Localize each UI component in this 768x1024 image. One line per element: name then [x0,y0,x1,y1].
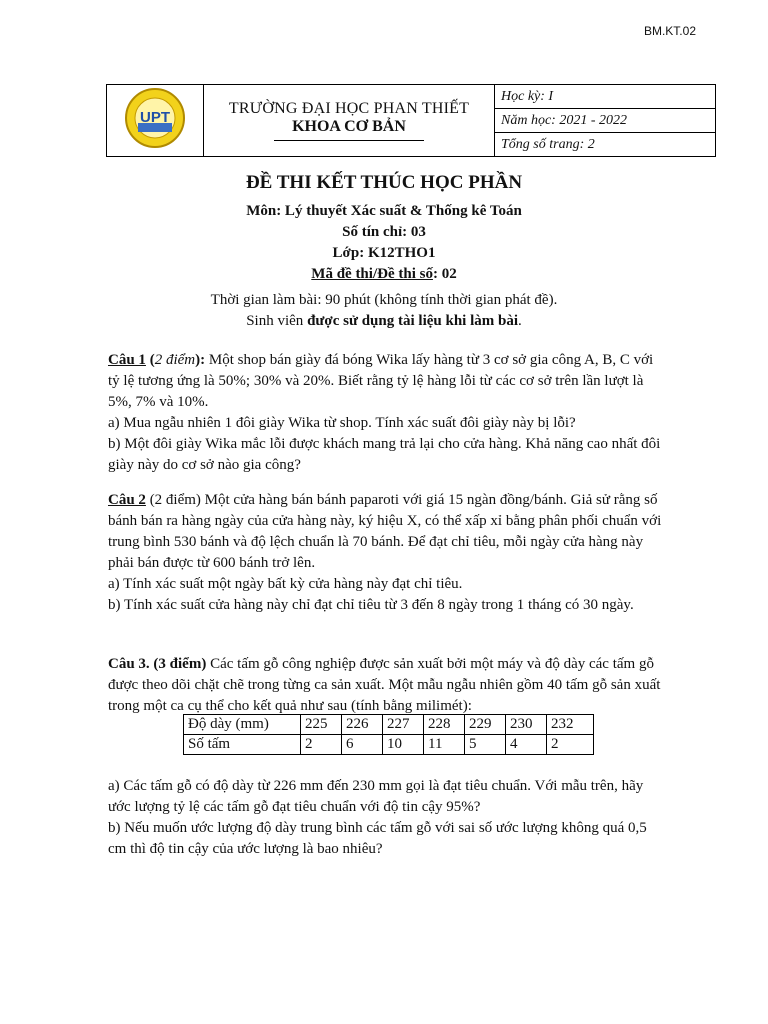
question-2-part-b: b) Tính xác suất cửa hàng này chỉ đạt chỉ tiêu từ 3 đến 8 ngày trong 1 tháng có 30 ngày. [108,597,634,613]
question-1 [108,350,668,476]
total-pages-cell: Tổng số trang: 2 [495,133,716,157]
school-cell [204,85,495,157]
table-row-label: Độ dày (mm) [184,715,301,735]
thickness-table [183,714,594,755]
table-cell: 5 [465,735,506,755]
time-line: Thời gian làm bài: 90 phút (không tính thời gian phát đề). [210,292,558,308]
exam-code-label: Mã đề thi/Đề thi số [311,266,433,282]
materials-prefix: Sinh viên [246,313,308,329]
question-1-part-a: a) Mua ngẫu nhiên 1 đôi giày Wika từ shop. Tính xác suất đôi giày này bị lỗi? [108,415,576,431]
question-1-text: Một shop bán giày đá bóng Wika lấy hàng từ 3 cơ sở gia công A, B, C với tỷ lệ tương ứng là 50%; 30% và 20%. Biết rằng tỷ lệ hàng lỗi từ các cơ sở trên lần lượt là 5%, 7% và 10%. [108,352,654,410]
table-cell: 11 [424,735,465,755]
question-3-parts [108,776,668,860]
table-row [184,735,594,755]
question-2 [108,490,668,616]
school-year-cell: Năm học: 2021 - 2022 [495,109,716,133]
question-3-part-a: a) Các tấm gỗ có độ dày từ 226 mm đến 230 mm gọi là đạt tiêu chuẩn. Với mẫu trên, hãy ước lượng tỷ lệ các tấm gỗ đạt tiêu chuẩn với độ tin cậy 95%? [108,778,644,815]
materials-bold: được sử dụng tài liệu khi làm bài [307,313,519,329]
table-cell: 4 [506,735,547,755]
table-cell: 230 [506,715,547,735]
table-cell: 6 [342,735,383,755]
materials-line [0,313,768,330]
university-logo [116,87,194,149]
question-1-points-close: ): [195,352,206,368]
svg-text:UPT: UPT [140,109,170,126]
class-line: Lớp: K12THO1 [332,245,436,261]
question-3-text: Các tấm gỗ công nghiệp được sản xuất bởi một máy và độ dày các tấm gỗ được theo dõi chặt chẽ trong từng ca sản xuất. Một mẫu ngẫu nhiên gồm 40 tấm gỗ sản xuất trong một ca cụ thể cho kết quả như sau (tính bằng milimét): [108,656,661,714]
exam-title: ĐỀ THI KẾT THÚC HỌC PHẦN [245,172,523,193]
semester-cell: Học kỳ: I [495,85,716,109]
table-cell: 2 [301,735,342,755]
subject-line: Môn: Lý thuyết Xác suất & Thống kê Toán [246,203,522,219]
faculty-underline [274,140,424,141]
credits-line: Số tín chỉ: 03 [342,224,426,240]
question-1-points: 2 điểm [154,352,196,368]
question-2-stem [108,490,668,574]
question-2-part-a: a) Tính xác suất một ngày bất kỳ cửa hàng này đạt chỉ tiêu. [108,576,463,592]
school-name: TRƯỜNG ĐẠI HỌC PHAN THIẾT [228,100,470,117]
table-cell: 229 [465,715,506,735]
question-2-label: Câu 2 [108,492,146,508]
logo-cell [107,85,204,157]
question-1-stem [108,350,668,413]
question-1-part-b: b) Một đôi giày Wika mắc lỗi được khách mang trả lại cho cửa hàng. Khả năng cao nhất đôi giày này do cơ sở nào gia công? [108,436,661,473]
exam-header-table [106,84,716,157]
exam-code-value: : 02 [432,266,457,282]
faculty-name: KHOA CƠ BẢN [292,118,406,135]
exam-code-line [0,266,768,283]
table-cell: 232 [547,715,594,735]
materials-suffix: . [518,313,522,329]
question-1-points-open: ( [145,352,155,368]
table-cell: 227 [383,715,424,735]
table-cell: 10 [383,735,424,755]
question-3-stem [108,654,668,717]
question-2-text: (2 điểm) Một cửa hàng bán bánh paparoti với giá 15 ngàn đồng/bánh. Giả sử rằng số bánh bán ra hàng ngày của cửa hàng này, ký hiệu X, có thể xấp xỉ bằng phân phối chuẩn với trung bình 530 bánh và độ lệch chuẩn là 70 bánh. Để đạt chỉ tiêu, mỗi ngày cửa hàng này phải bán được từ 600 bánh trở lên. [108,492,662,571]
table-row-label: Số tấm [184,735,301,755]
table-cell: 226 [342,715,383,735]
table-cell: 225 [301,715,342,735]
question-3-part-b: b) Nếu muốn ước lượng độ dày trung bình các tấm gỗ với sai số ước lượng không quá 0,5 cm thì độ tin cậy của ước lượng là bao nhiêu? [108,820,647,857]
table-cell: 228 [424,715,465,735]
table-cell: 2 [547,735,594,755]
table-row [184,715,594,735]
question-1-label: Câu 1 [108,352,146,368]
question-3 [108,654,668,717]
question-3-label: Câu 3. (3 điểm) [108,656,207,672]
form-code: BM.KT.02 [643,24,696,38]
